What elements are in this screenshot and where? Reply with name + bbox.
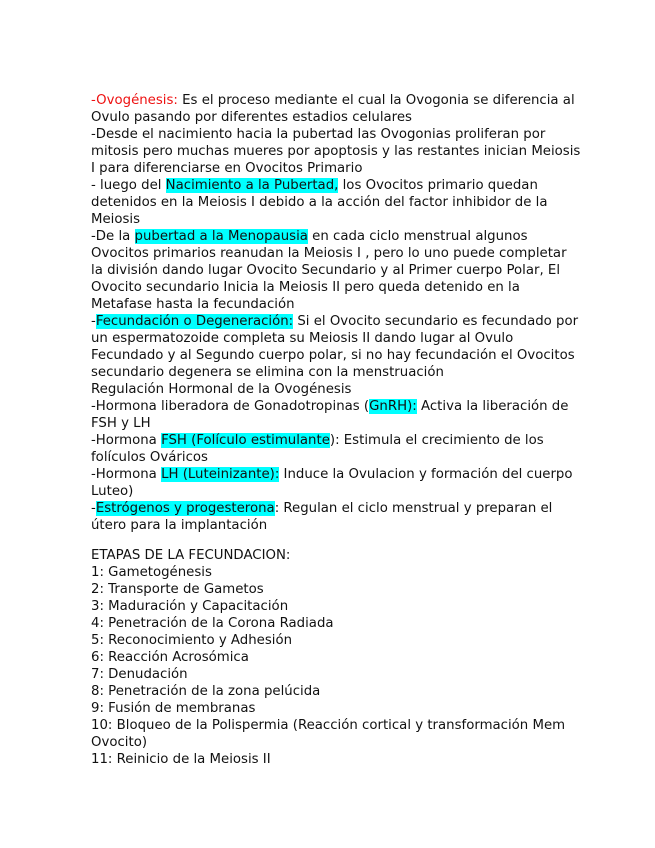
highlight-estrogenos: Estrógenos y progesterona (95, 501, 275, 516)
text-segment: -De la (91, 229, 135, 244)
etapa-item: 10: Bloqueo de la Polispermia (Reacción cortical y transformación Mem Ovocito) (91, 718, 566, 750)
etapa-item: 6: Reacción Acrosómica (91, 650, 249, 665)
text-segment: los Ovocitos primario quedan detenidos en la Meiosis I debido a la acción del factor inhibidor de la Meiosis (91, 178, 548, 227)
etapas-title: ETAPAS DE LA FECUNDACION: (91, 548, 291, 563)
paragraph-pubertad-detencion (91, 177, 581, 228)
text-segment: - (91, 314, 96, 329)
hormona-fsh (91, 432, 581, 466)
paragraph-menopausia (91, 228, 581, 313)
text-segment: : Regulan el ciclo menstrual y preparan el útero para la implantación (91, 501, 553, 533)
highlight-lh: LH (Luteinizante): (161, 467, 280, 482)
highlight-nacimiento-pubertad: Nacimiento a la Pubertad, (165, 178, 339, 193)
etapa-item: 7: Denudación (91, 667, 188, 682)
etapa-item: 5: Reconocimiento y Adhesión (91, 633, 293, 648)
text-segment: Si el Ovocito secundario es fecundado por un espermatozoide completa su Meiosis II dando lugar al Ovulo Fecundado y al Segundo cuerpo polar, si no hay fecundación el Ovocitos secundario degenera se elimina con la menstruación (91, 314, 579, 380)
text-segment: - (91, 501, 96, 516)
text-segment: - luego del (91, 178, 166, 193)
ovogenesis-heading: -Ovogénesis: (91, 93, 178, 108)
text-segment: -Hormona liberadora de Gonadotropinas ( (91, 399, 370, 414)
highlight-fecundacion-degeneracion: Fecundación o Degeneración: (95, 314, 294, 329)
text-segment: -Hormona (91, 433, 162, 448)
ovogenesis-section (91, 92, 581, 534)
regulacion-title: Regulación Hormonal de la Ovogénesis (91, 382, 352, 397)
text-segment: -Hormona (91, 467, 162, 482)
etapa-item: 11: Reinicio de la Meiosis II (91, 752, 271, 767)
hormona-estrogenos (91, 500, 581, 534)
etapa-item: 3: Maduración y Capacitación (91, 599, 289, 614)
etapa-item: 8: Penetración de la zona pelúcida (91, 684, 321, 699)
highlight-pubertad-menopausia: pubertad a la Menopausia (134, 229, 308, 244)
text-segment: ): Estimula el crecimiento de los folículos Ováricos (91, 433, 544, 465)
text-segment: Activa la liberación de FSH y LH (91, 399, 569, 431)
hormona-gnrh (91, 398, 581, 432)
text-segment: Induce la Ovulacion y formación del cuerpo Luteo) (91, 467, 573, 499)
highlight-fsh: FSH (Folículo estimulante (161, 433, 330, 448)
text-segment: en cada ciclo menstrual algunos Ovocitos primarios reanudan la Meiosis I , pero lo uno puede completar la división dando lugar Ovocito Secundario y al Primer cuerpo Polar, El Ovocito secundario Inicia la Meiosis II pero queda detenido en la Metafase hasta la fecundación (91, 229, 567, 312)
definition-text: Es el proceso mediante el cual la Ovogonia se diferencia al Ovulo pasando por diferentes estadios celulares (91, 93, 575, 125)
highlight-gnrh: GnRH): (369, 399, 417, 414)
etapas-section (91, 547, 581, 768)
paragraph-definition (91, 92, 581, 126)
etapa-item: 2: Transporte de Gametos (91, 582, 264, 597)
etapa-item: 1: Gametogénesis (91, 565, 212, 580)
hormona-lh (91, 466, 581, 500)
etapa-item: 4: Penetración de la Corona Radiada (91, 616, 334, 631)
paragraph-nacimiento: -Desde el nacimiento hacia la pubertad las Ovogonias proliferan por mitosis pero muchas mueres por apoptosis y las restantes inician Meiosis I para diferenciarse en Ovocitos Primario (91, 127, 581, 176)
paragraph-fecundacion (91, 313, 581, 381)
etapa-item: 9: Fusión de membranas (91, 701, 256, 716)
